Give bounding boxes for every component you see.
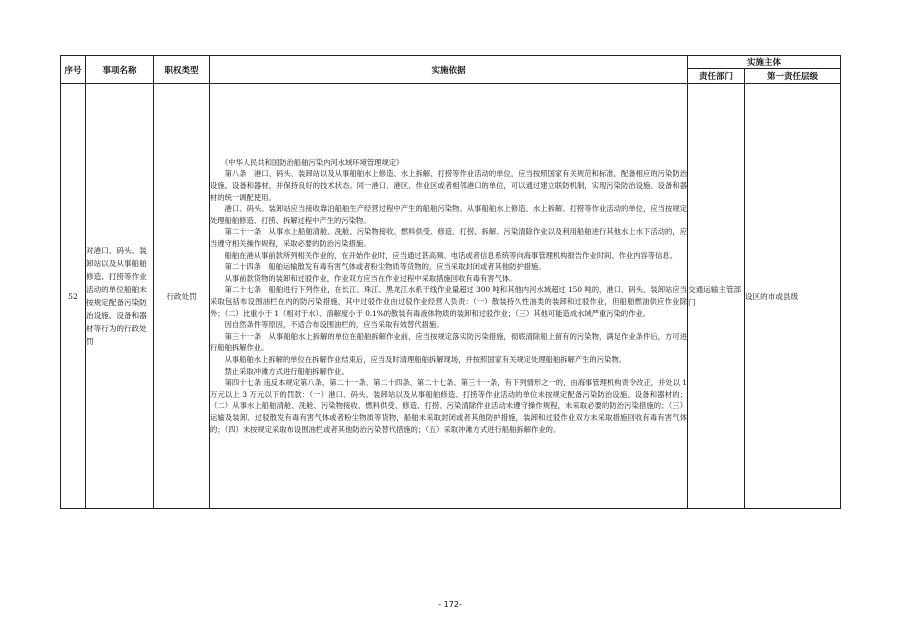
basis-paragraph: 第八条 港口、码头、装卸站以及从事船舶水上修造、水上拆解、打捞等作业活动的单位，应当按照国家有关规范和标准，配备相应的污染防治设施、设备和器材，并保持良好的技术状态。同一港口、港区、作业区或者相邻港口的单位，可以通过建立联防机制，实现污染防治设施、设备和器材的统一调配使用。 [210,169,687,202]
basis-paragraph: 《中华人民共和国防治船舶污染内河水域环境管理规定》 [220,157,404,167]
header-dept: 责任部门 [688,69,745,84]
basis-paragraph: 从事船舶水上拆解的单位在拆解作业结束后，应当及时清理船舶拆解现场，并按照国家有关规定处理船舶拆解产生的污染物。 [224,354,626,364]
basis-paragraph: 因自然条件等原因，不适合布设围油栏的，应当采取有效替代措施。 [224,320,444,330]
basis-paragraph: 船舶在港从事前款所列相关作业的，在开始作业时，应当通过甚高频、电话或者信息系统等向海事管理机构报告作业时间、作业内容等信息。 [224,250,677,260]
basis-paragraph: 第二十一条 从事水上船舶清舱、洗舱、污染物接收、燃料供受、修造、打捞、拆解、污染清除作业以及利用船舶进行其他水上水下活动的，应当遵守相关操作规程，采取必要的防治污染措施。 [210,227,687,249]
page-number: - 172- [438,600,462,609]
row-basis [210,84,688,509]
row-dept: 交通运输主管部门 [688,84,745,509]
header-level: 第一责任层级 [745,69,841,84]
header-seq: 序号 [61,56,86,84]
basis-paragraph: 禁止采取冲滩方式进行船舶拆解作业。 [224,366,349,376]
header-power-type: 职权类型 [154,56,210,84]
row-seq: 52 [61,84,86,509]
basis-paragraph: 从事前款货物的装卸和过驳作业，作业双方应当在作业过程中采取措施回收有毒有害气体。 [224,273,517,283]
basis-paragraph: 港口、码头、装卸站应当接收靠泊船舶生产经营过程中产生的船舶污染物。从事船舶水上修造、水上拆解、打捞等作业活动的单位，应当按规定处理船舶修造、打捞、拆解过程中产生的污染物。 [210,204,687,225]
basis-paragraph: 第四十七条 违反本规定第八条、第二十一条、第二十四条、第二十七条、第三十一条，有下列情形之一的，由海事管理机构责令改正，并处以 1 万元以上 3 万元以下的罚款：（一）港口、码头、装卸站以及从事船舶修造、打捞等作业活动的单位未按规定配备污染防治设施、设备和器材的；（二）从事水上船舶清舱、洗舱、污染物接收、燃料供受、修造、打捞、污染清除作业活动未遵守操作规程，未采取必要的防治污染措施的；（三）运输及装卸、过驳散发有毒有害气体或者粉尘物质等货物，船舶未采取封闭或者其他防护措施，装卸和过驳作业双方未采取措施回收有毒有害气体的；（四）未按规定采取布设围油栏或者其他防治污染替代措施的；（五）采取冲滩方式进行船舶拆解作业的。 [210,378,687,434]
header-row-1 [61,56,841,69]
powers-table [60,55,841,509]
header-item-name: 事项名称 [86,56,154,84]
row-level: 设区的市或县级 [745,84,841,509]
row-power-type: 行政处罚 [154,84,210,509]
header-subject: 实施主体 [688,56,841,69]
basis-paragraph: 第三十一条 从事船舶水上拆解的单位在船舶拆解作业前，应当按规定落实防污染措施，彻底清除船上留有的污染物，满足作业条件后，方可进行船舶拆解作业。 [210,331,687,353]
row-item-name: 对港口、码头、装卸站以及从事船舶修造、打捞等作业活动的单位船舶未按规定配备污染防治设施、设备和器材等行为的行政处罚 [86,84,154,509]
table-row [61,84,841,509]
basis-paragraph: 第二十七条 船舶进行下列作业，在长江、珠江、黑龙江水系干线作业量超过 300 吨和其他内河水域超过 150 吨的，港口、码头、装卸站应当采取包括布设围油栏在内的防污染措施，其中过驳作业由过驳作业经营人负责：（一）散装持久性油类的装卸和过驳作业，但船舶燃油供应作业除外；（二）比重小于 1（相对于水）、溶解度小于 0.1%的散装有毒液体物质的装卸和过驳作业；（三）其他可能造成水域严重污染的作业。 [210,285,687,318]
header-basis: 实施依据 [210,56,688,84]
basis-paragraph: 第二十四条 船舶运输散发有毒有害气体或者粉尘物质等货物的，应当采取封闭或者其他防护措施。 [224,262,546,272]
